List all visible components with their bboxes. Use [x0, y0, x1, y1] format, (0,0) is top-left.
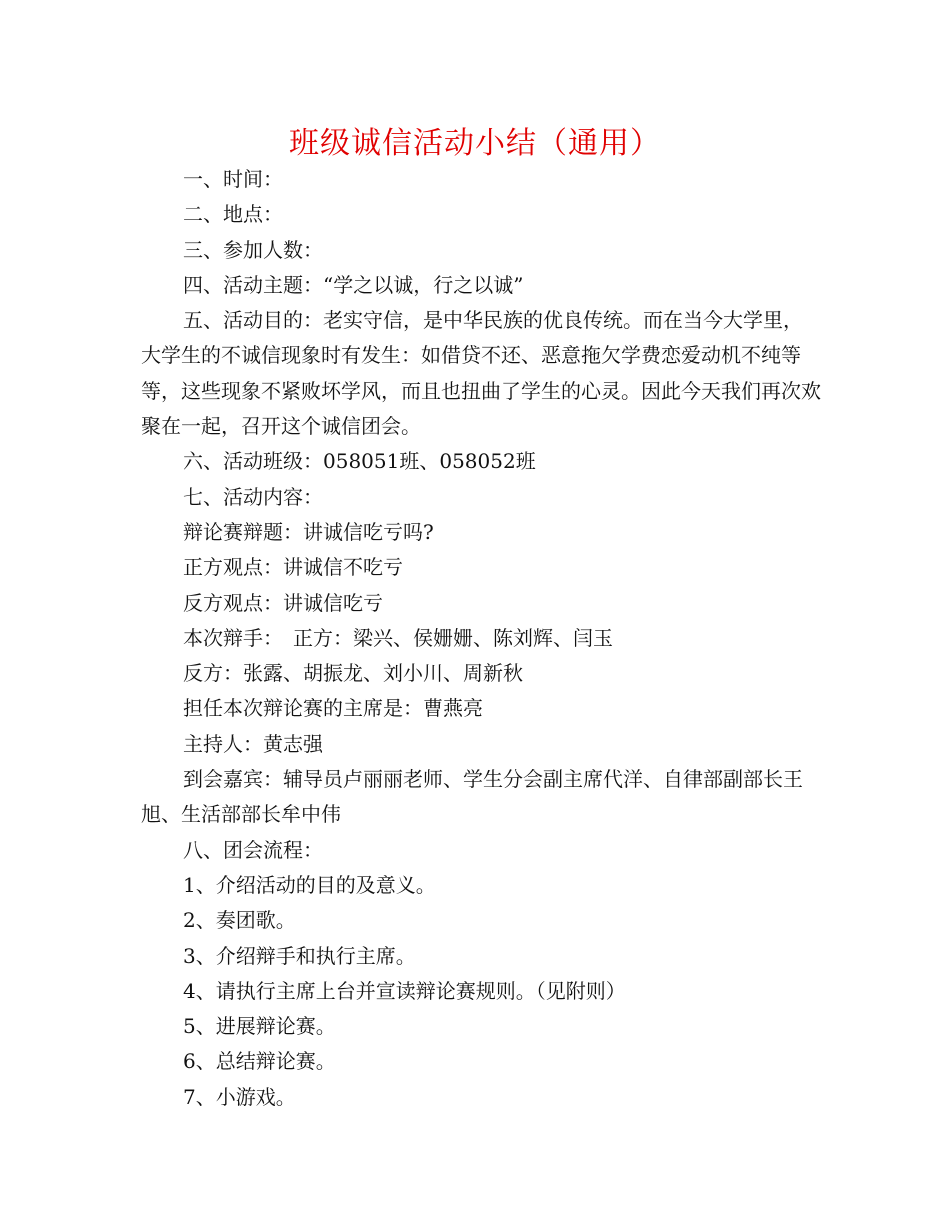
paragraph-content-heading: 七、活动内容： — [183, 484, 323, 509]
paragraph-guests: 到会嘉宾：辅导员卢丽丽老师、学生分会副主席代洋、自律部副部长王旭、生活部部长牟中伟 — [141, 767, 803, 827]
paragraph-chair: 担任本次辩论赛的主席是：曹燕亮 — [183, 696, 483, 721]
list-item: 4、请执行主席上台并宣读辩论赛规则。（见附则） — [183, 978, 626, 1003]
list-item: 1、介绍活动的目的及意义。 — [183, 872, 436, 897]
paragraph-negative-view: 反方观点：讲诚信吃亏 — [183, 590, 383, 615]
document-body — [141, 162, 821, 1115]
paragraph-time: 一、时间： — [183, 167, 283, 191]
list-item: 3、介绍辩手和执行主席。 — [183, 943, 416, 968]
paragraph-purpose: 五、活动目的：老实守信，是中华民族的优良传统。而在当今大学里，大学生的不诚信现象时有发生：如借贷不还、恶意拖欠学费恋爱动机不纯等等，这些现象不紧败坏学风，而且也扭曲了学生的心灵。因此今天我们再次欢聚在一起，召开这个诚信团会。 — [141, 308, 821, 439]
paragraph-debaters-affirmative: 本次辩手： 正方：梁兴、侯姗姗、陈刘辉、闫玉 — [183, 625, 613, 650]
list-item: 5、进展辩论赛。 — [183, 1014, 336, 1039]
list-item: 7、小游戏。 — [183, 1084, 296, 1109]
paragraph-theme: 四、活动主题：“学之以诚，行之以诚” — [183, 272, 524, 297]
paragraph-location: 二、地点： — [183, 202, 283, 227]
paragraph-process-heading: 八、团会流程： — [183, 837, 323, 862]
paragraph-attendance: 三、参加人数： — [183, 237, 323, 262]
page-title: 班级诚信活动小结（通用） — [289, 126, 661, 161]
list-item: 6、总结辩论赛。 — [183, 1049, 336, 1074]
list-item: 2、奏团歌。 — [183, 908, 296, 933]
paragraph-debate-topic: 辩论赛辩题：讲诚信吃亏吗? — [183, 519, 434, 544]
paragraph-debaters-negative: 反方：张露、胡振龙、刘小川、周新秋 — [183, 661, 523, 686]
paragraph-host: 主持人：黄志强 — [183, 731, 323, 756]
paragraph-affirmative-view: 正方观点：讲诚信不吃亏 — [183, 555, 403, 580]
paragraph-classes: 六、活动班级：058051班、058052班 — [183, 449, 536, 474]
